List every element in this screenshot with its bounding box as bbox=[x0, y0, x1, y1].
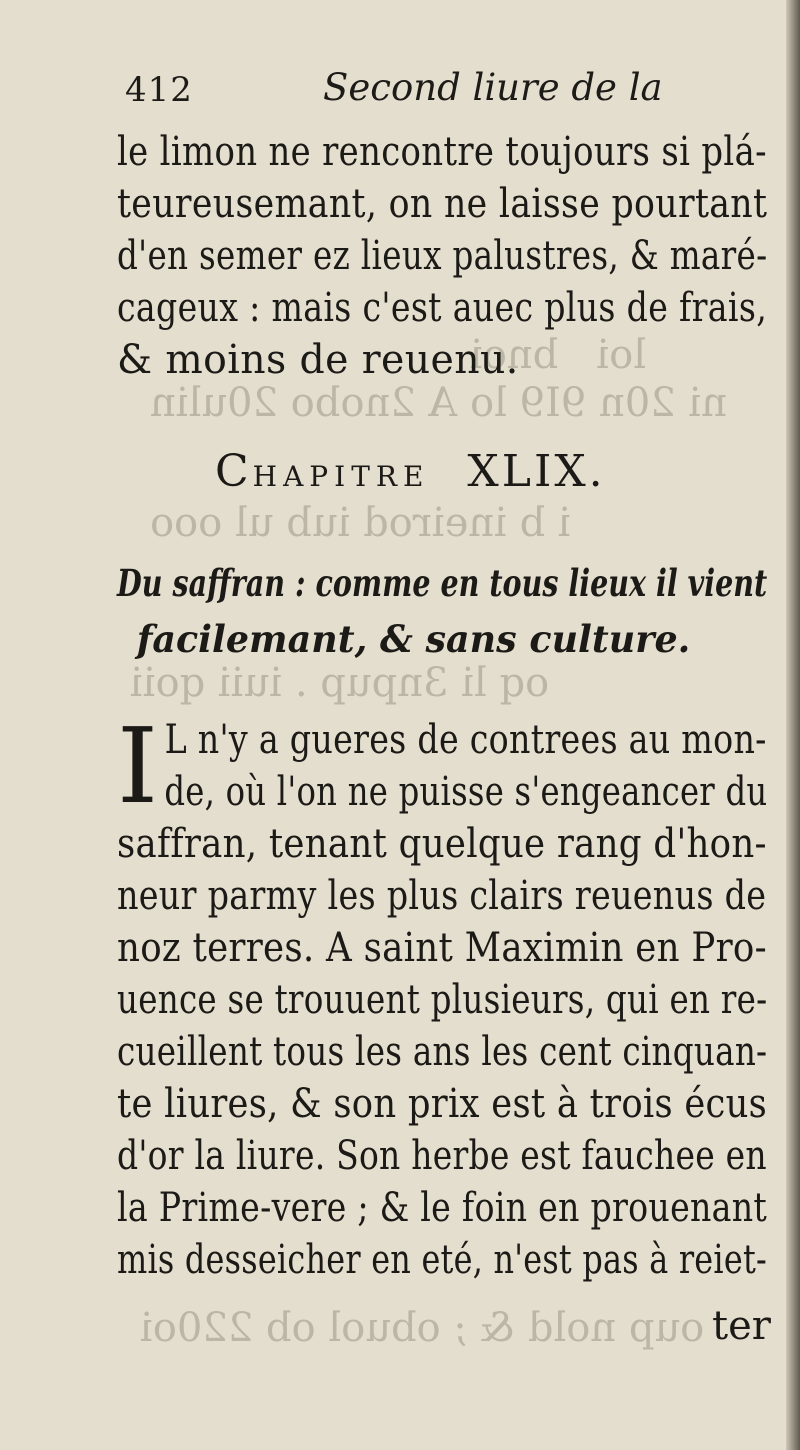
chapter-summary bbox=[117, 555, 777, 667]
catchword: ter bbox=[712, 1303, 771, 1349]
text-line: d'or la liure. Son herbe est fauchee en bbox=[117, 1133, 767, 1179]
summary-line: facilemant, & sans culture. bbox=[136, 617, 691, 661]
text-line: uence se trouuent plusieurs, qui en re- bbox=[117, 977, 768, 1023]
text-line: cueillent tous les ans les cent cinquan- bbox=[117, 1029, 768, 1075]
text-line: & moins de reuenu. bbox=[117, 337, 519, 383]
text-line: te liures, & son prix est à trois écus bbox=[117, 1081, 768, 1127]
chapter-number: XLIX. bbox=[467, 446, 606, 497]
text-line: noz terres. A saint Maximin en Pro- bbox=[117, 925, 767, 971]
text-line: la Prime-vere ; & le foin en prouenant bbox=[117, 1185, 767, 1231]
running-head bbox=[125, 66, 745, 116]
text-line: cageux : mais c'est auec plus de frais, bbox=[117, 285, 768, 331]
drop-cap: I bbox=[117, 705, 159, 827]
text-line: le limon ne rencontre toujours si plá- bbox=[117, 129, 767, 175]
text-line: saffran, tenant quelque rang d'hon- bbox=[117, 821, 767, 867]
chapter-heading bbox=[215, 446, 606, 497]
show-through-text: oup nold & ; obuol ob 220oi bbox=[140, 1305, 705, 1351]
text-line: mis desseicher en eté, n'est pas à reiet- bbox=[117, 1237, 768, 1283]
show-through-text: loi bnoi bbox=[470, 332, 647, 378]
running-title: Second liure de la bbox=[323, 66, 663, 109]
show-through-text: ni 20n 9I9 lo A 2nobo 20ulin bbox=[150, 380, 727, 426]
text-line: teureusemant, on ne laisse pourtant bbox=[117, 181, 768, 227]
chapter-label-initial: C bbox=[215, 446, 253, 497]
page-number: 412 bbox=[125, 70, 193, 110]
show-through-text: oq li 3npup . iuii qoii bbox=[130, 660, 550, 706]
text-line: neur parmy les plus clairs reuenus de bbox=[117, 873, 767, 919]
text-line: de, où l'on ne puisse s'engeancer du bbox=[164, 769, 768, 815]
summary-line: Du saffran : comme en tous lieux il vient bbox=[117, 561, 768, 605]
text-line: d'en semer ez lieux palustres, & maré- bbox=[117, 233, 768, 279]
paragraph-continuation bbox=[117, 126, 777, 386]
text-line: L n'y a gueres de contrees au mon- bbox=[164, 717, 767, 763]
chapter-label: HAPITRE bbox=[252, 460, 430, 493]
chapter-body bbox=[117, 705, 777, 1286]
show-through-text: i b ineirod iub ul ooo bbox=[150, 500, 571, 546]
